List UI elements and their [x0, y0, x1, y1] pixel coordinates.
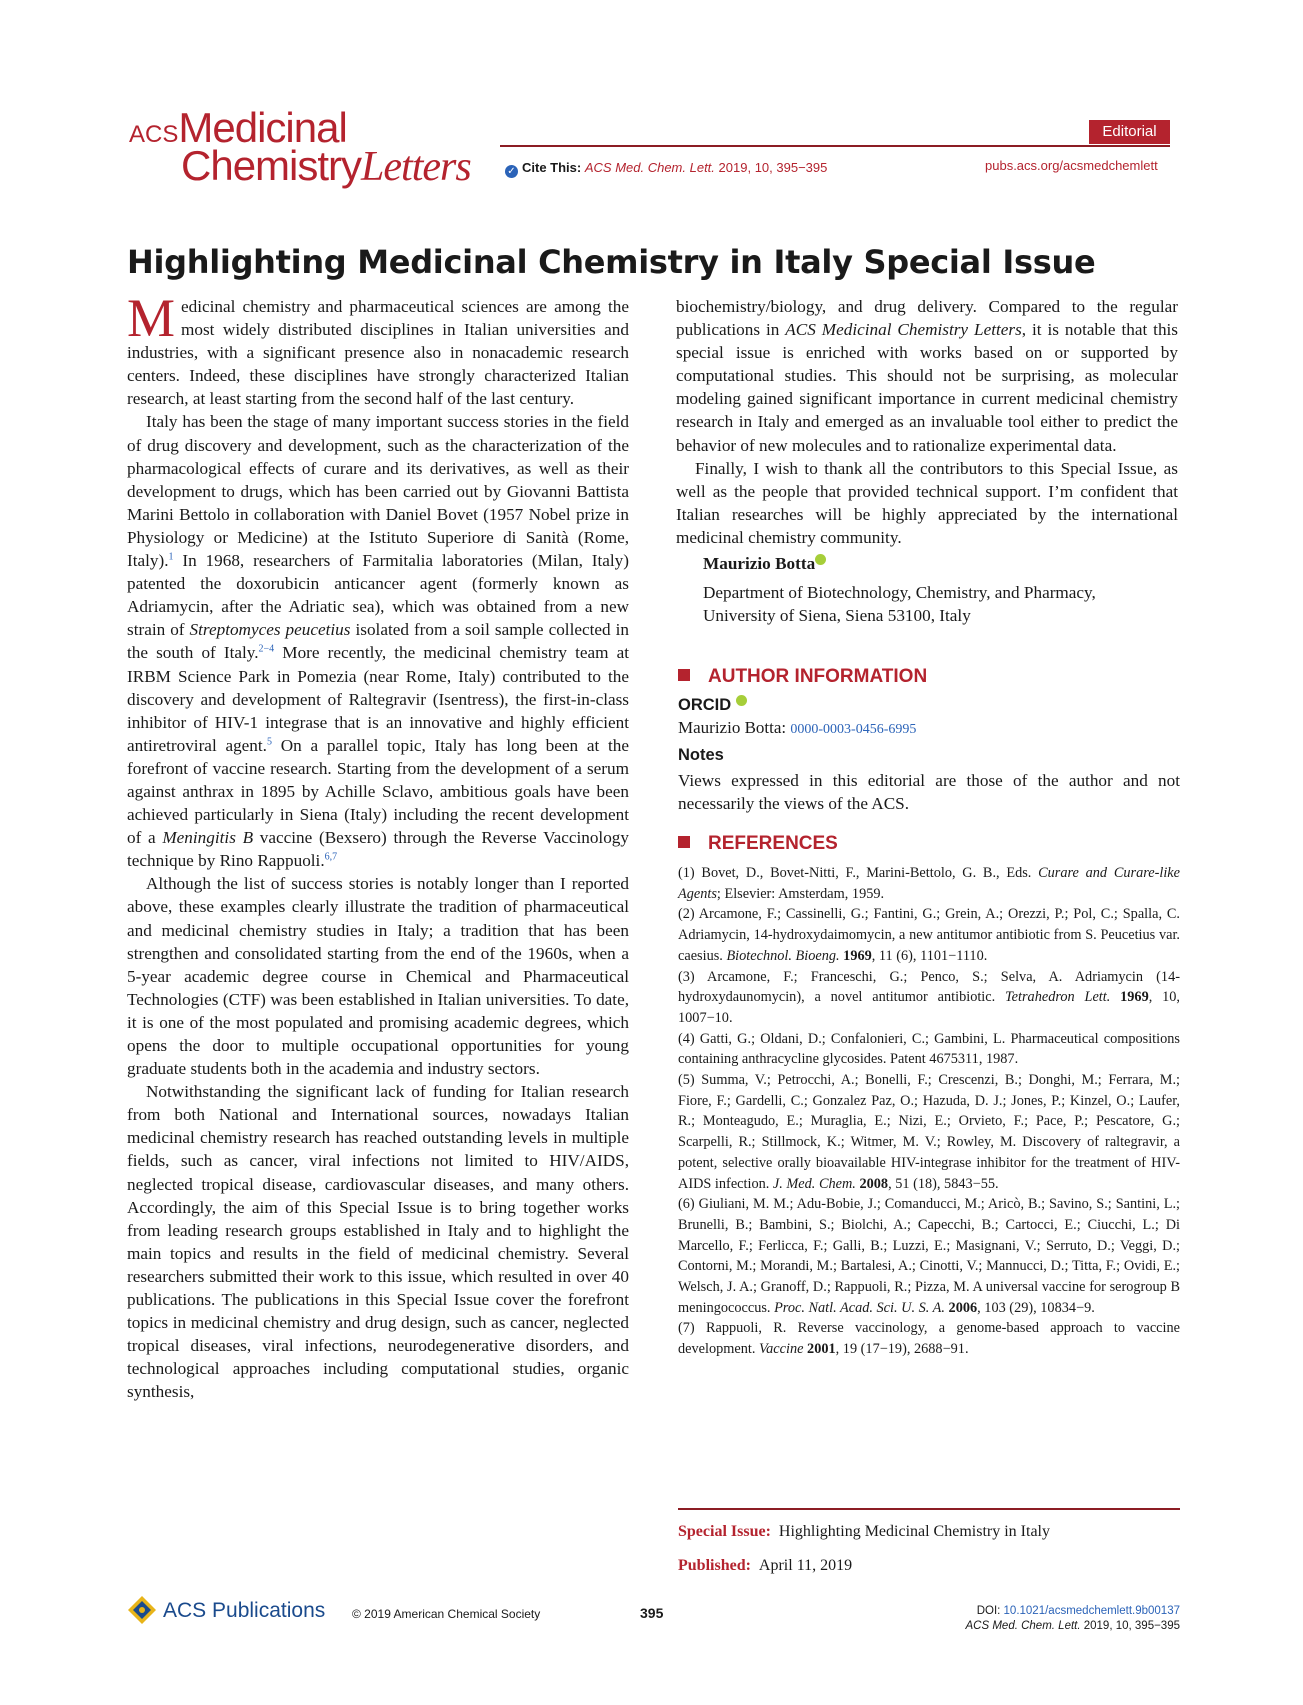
p2-text-b: In 1968, researchers of Farmitalia laboratories (Milan, Italy) patented the doxorubicin anticancer agent (formerly known as Adriamycin, after the Adriatic sea), which was obtained from a new strain of [127, 551, 629, 640]
author-signature [703, 552, 1178, 575]
p2-text-d: More recently, the medicinal chemistry team at IRBM Science Park in Pomezia (near Rome, Italy) contributed to the discovery and development of Raltegravir (Isentress), the first-in-class inhibitor of HIV-1 integrase that is an innovative and highly efficient antiretroviral agent. [127, 643, 629, 755]
logo-medicinal: Medicinal [178, 104, 347, 151]
paragraph-3: Although the list of success stories is notably longer than I reported above, these examples clearly illustrate the tradition of pharmaceutical and medicinal chemistry studies in Italy; a tradition that has been strengthen and consolidated starting from the end of the 1960s, when a 5-year academic degree course in Chemical and Pharmaceutical Technologies (CTF) was been established in Italian universities. To date, it is one of the most populated and promising academic degrees, which opens the door to multiple occupational opportunities for young graduate students both in the academia and industry sectors. [127, 874, 629, 1079]
p2-text-e: On a parallel topic, Italy has long been at the forefront of vaccine research. Starting from the development of a serum against anthrax in 1895 by Achille Sclavo, ambitious goals have been achieved particularly in Siena (Italy) including the recent development of a [127, 735, 630, 848]
cite-label: Cite This: [522, 160, 582, 175]
meta-rule [678, 1508, 1180, 1510]
reference-pre: (3) Arcamone, F.; Franceschi, G.; Penco, S.; Selva, A. Adriamycin (14-hydroxydaunomycin), a novel antitumor antibiotic. [678, 968, 1180, 1006]
p2-text-f: vaccine (Bexsero) through the Reverse Vaccinology technique by Rino Rappuoli. [127, 828, 629, 871]
reference-post: , 10, 1007−10. [678, 989, 1180, 1026]
footer-journal: ACS Med. Chem. Lett. [965, 1620, 1081, 1632]
header-rule [500, 145, 1170, 147]
doi-line [900, 1604, 1180, 1619]
p2-text-a: Italy has been the stage of many important success stories in the field of drug discovery and development, such as the characterization of the pharmacological effects of curare and its derivatives, as well as their development to drugs, which has been carried out by Giovanni Battista Marini Bettolo in collaboration with Daniel Bovet (1957 Nobel prize in Physiology or Medicine) at the Istituto Superiore di Sanità (Rome, Italy). [127, 412, 629, 571]
orcid-icon[interactable] [815, 554, 826, 565]
paragraph-4: Notwithstanding the significant lack of funding for Italian research from both National and International sources, nowadays Italian medicinal chemistry research has reached outstanding levels in multiple fields, such as cancer, viral infections not limited to HIV/AIDS, neglected tropical disease, cardiovascular diseases, and many others. Accordingly, the aim of this Special Issue is to bring together works from leading research groups established in Italy and to highlight the main topics and results in the field of medicinal chemistry. Several researchers submitted their work to this issue, which resulted in over 40 publications. The publications in this Special Issue cover the forefront topics in medicinal chemistry and drug design, such as cancer, neglected tropical diseases, viral infections, neurodegenerative disorders, and technological approaches including computational studies, organic synthesis, [127, 1082, 629, 1402]
author-affiliation [703, 581, 1178, 627]
square-bullet-icon [678, 836, 690, 848]
orcid-icon [736, 695, 747, 706]
article-type-badge: Editorial [1089, 120, 1170, 144]
copyright: © 2019 American Chemical Society [352, 1607, 541, 1621]
publisher-name: ACS Publications [163, 1599, 326, 1622]
paragraph-1 [127, 288, 629, 410]
reference-list [678, 863, 1180, 1360]
logo-acs: ACS [129, 121, 179, 148]
journal-logo [129, 104, 489, 190]
reference-item [678, 1029, 1180, 1070]
reference-pre: (5) Summa, V.; Petrocchi, A.; Bonelli, F.; Crescenzi, B.; Donghi, M.; Ferrara, M.; Fiore, F.; Gardelli, C.; Gonzalez Paz, O.; Hazuda, D. J.; Jones, P.; Kinzel, O.; Laufer, R.; Monteagudo, E.; Muraglia, E.; Nizi, E.; Orvieto, F.; Pace, P.; Pescatore, G.; Scarpelli, R.; Stillmock, K.; Witmer, M. V.; Rowley, M. Discovery of raltegravir, a potent, selective orally bioavailable HIV-integrase inhibitor for the treatment of HIV-AIDS infection. [678, 1072, 1180, 1192]
check-icon: ✓ [505, 165, 518, 178]
reference-item [678, 1194, 1180, 1318]
p2-italic-species: Streptomyces peucetius [189, 620, 351, 640]
orcid-entry [678, 718, 916, 738]
reference-post: , 51 (18), 5843−55. [888, 1175, 999, 1192]
doi-block [900, 1604, 1180, 1634]
special-issue-meta [678, 1523, 1050, 1541]
cite-this[interactable] [505, 160, 827, 178]
paragraph-1-text: edicinal chemistry and pharmaceutical sciences are among the most widely distributed disciplines in Italian universities and industries, with a significant presence also in nonacademic research centers. Indeed, these disciplines have strongly characterized Italian research, at least starting from the second half of the last century. [127, 297, 629, 409]
doi-link[interactable]: 10.1021/acsmedchemlett.9b00137 [1003, 1605, 1180, 1617]
reference-pre: (6) Giuliani, M. M.; Adu-Bobie, J.; Comanducci, M.; Aricò, B.; Savino, S.; Santini, L.; Brunelli, B.; Bambini, S.; Biolchi, A.; Capecchi, B.; Cartocci, E.; Ciucchi, L.; Di Marcello, F.; Ferlicca, F.; Galli, B.; Luzzi, E.; Masignani, V.; Serruto, D.; Veggi, D.; Contorni, M.; Morandi, M.; Bartalesi, A.; Cinotti, V.; Mannucci, D.; Titta, F.; Ovidi, E.; Welsch, J. A.; Granoff, D.; Rappuoli, R.; Pizza, M. A universal vaccine for serogroup B meningococcus. [678, 1196, 1180, 1316]
reference-b: 2006 [944, 1299, 978, 1316]
p5-text-b: , it is notable that this special issue is enriched with works based on or supported by computational studies. This should not be surprising, as molecular modeling gained significant importance in current medicinal chemistry research in Italy and emerged as an invaluable tool either to predict the behavior of new molecules and to rationalize experimental data. [676, 320, 1178, 455]
journal-line [900, 1619, 1180, 1634]
references-heading [678, 833, 838, 855]
reference-b: 1969 [839, 947, 872, 964]
reference-item [678, 1318, 1180, 1359]
notes-text: Views expressed in this editorial are those of the author and not necessarily the views of the ACS. [678, 771, 1180, 813]
reference-it: Biotechnol. Bioeng. [726, 947, 840, 964]
article-title: Highlighting Medicinal Chemistry in Italy Special Issue [127, 243, 1096, 281]
special-issue-value: Highlighting Medicinal Chemistry in Italy [778, 1523, 1050, 1540]
citation-1[interactable]: 1 [168, 551, 174, 563]
cite-journal[interactable]: ACS Med. Chem. Lett. [584, 160, 715, 175]
logo-chemistry: Chemistry [181, 142, 362, 189]
p2-text-c: isolated from a soil sample collected in the south of Italy. [127, 620, 629, 663]
published-label: Published: [678, 1557, 751, 1574]
notes-heading: Notes [678, 746, 724, 764]
reference-it: Vaccine [759, 1341, 804, 1358]
paragraph-2 [127, 410, 629, 872]
reference-item [678, 967, 1180, 1029]
square-bullet-icon [678, 669, 690, 681]
journal-url[interactable]: pubs.acs.org/acsmedchemlett [985, 158, 1158, 173]
author-information-label: AUTHOR INFORMATION [708, 666, 928, 687]
p2-italic-meningitis: Meningitis B [162, 828, 254, 848]
affiliation-line-2: University of Siena, Siena 53100, Italy [703, 606, 971, 626]
footer-pages: 2019, 10, 395−395 [1083, 1620, 1180, 1632]
body-column-right [676, 295, 1178, 627]
reference-post: , 19 (17−19), 2688−91. [835, 1341, 969, 1358]
body-column-left [127, 288, 630, 1404]
affiliation-line-1: Department of Biotechnology, Chemistry, and Pharmacy, [703, 583, 1096, 603]
special-issue-label: Special Issue: [678, 1523, 771, 1540]
page-number: 395 [640, 1605, 664, 1621]
publisher-logo[interactable] [127, 1595, 325, 1625]
citation-6-7[interactable]: 6,7 [324, 851, 338, 863]
doi-label: DOI: [976, 1605, 1001, 1617]
reference-post: , 103 (29), 10834−9. [977, 1299, 1095, 1316]
dropcap: M [127, 288, 176, 348]
reference-pre: (4) Gatti, G.; Oldani, D.; Confalonieri, C.; Gambini, L. Pharmaceutical compositions containing anthracycline glycosides. Patent 4675311, 1987. [678, 1030, 1180, 1068]
p5-text-a: biochemistry/biology, and drug delivery. Compared to the regular publications in [676, 297, 1178, 340]
paragraph-5 [676, 295, 1178, 457]
reference-it: J. Med. Chem. [772, 1175, 856, 1192]
p5-italic-journal: ACS Medicinal Chemistry Letters [785, 320, 1022, 340]
reference-post: ; Elsevier: Amsterdam, 1959. [716, 885, 885, 902]
author-name: Maurizio Botta [703, 554, 816, 574]
cite-pages[interactable]: 2019, 10, 395−395 [718, 160, 828, 175]
reference-item [678, 863, 1180, 904]
orcid-id-link[interactable]: 0000-0003-0456-6995 [790, 722, 917, 737]
acs-badge-icon [127, 1595, 157, 1625]
reference-pre: (2) Arcamone, F.; Cassinelli, G.; Fantini, G.; Grein, A.; Orezzi, P.; Pol, C.; Spalla, C. Adriamycin, 14-hydroxydaimomycin, a new antitumor antibiotic from S. Peucetius var. caesius. [678, 906, 1180, 964]
citation-5[interactable]: 5 [266, 736, 272, 748]
reference-item [678, 1070, 1180, 1194]
published-meta [678, 1557, 852, 1575]
reference-item [678, 904, 1180, 966]
citation-2-4[interactable]: 2−4 [258, 643, 275, 655]
reference-it: Tetrahedron Lett. [1005, 989, 1111, 1006]
references-label: REFERENCES [708, 833, 838, 854]
orcid-author-name: Maurizio Botta: [678, 718, 787, 737]
reference-pre: (7) Rappuoli, R. Reverse vaccinology, a genome-based approach to vaccine development. [678, 1320, 1180, 1358]
reference-it: Proc. Natl. Acad. Sci. U. S. A. [774, 1299, 945, 1316]
reference-post: , 11 (6), 1101−1110. [871, 947, 988, 964]
orcid-heading [678, 695, 747, 715]
reference-b: 2008 [855, 1175, 889, 1192]
logo-letters: Letters [361, 144, 471, 190]
published-value: April 11, 2019 [758, 1557, 853, 1574]
reference-b: 1969 [1110, 989, 1149, 1006]
reference-it: Curare and Curare-like Agents [678, 865, 1180, 902]
reference-b: 2001 [803, 1341, 836, 1358]
paragraph-6: Finally, I wish to thank all the contributors to this Special Issue, as well as the people that provided technical support. I’m confident that Italian researches will be highly appreciated by the international medicinal chemistry community. [676, 458, 1178, 547]
reference-pre: (1) Bovet, D., Bovet-Nitti, F., Marini-Bettolo, G. B., Eds. [678, 865, 1039, 881]
orcid-label: ORCID [678, 696, 732, 714]
author-information-heading [678, 666, 927, 688]
